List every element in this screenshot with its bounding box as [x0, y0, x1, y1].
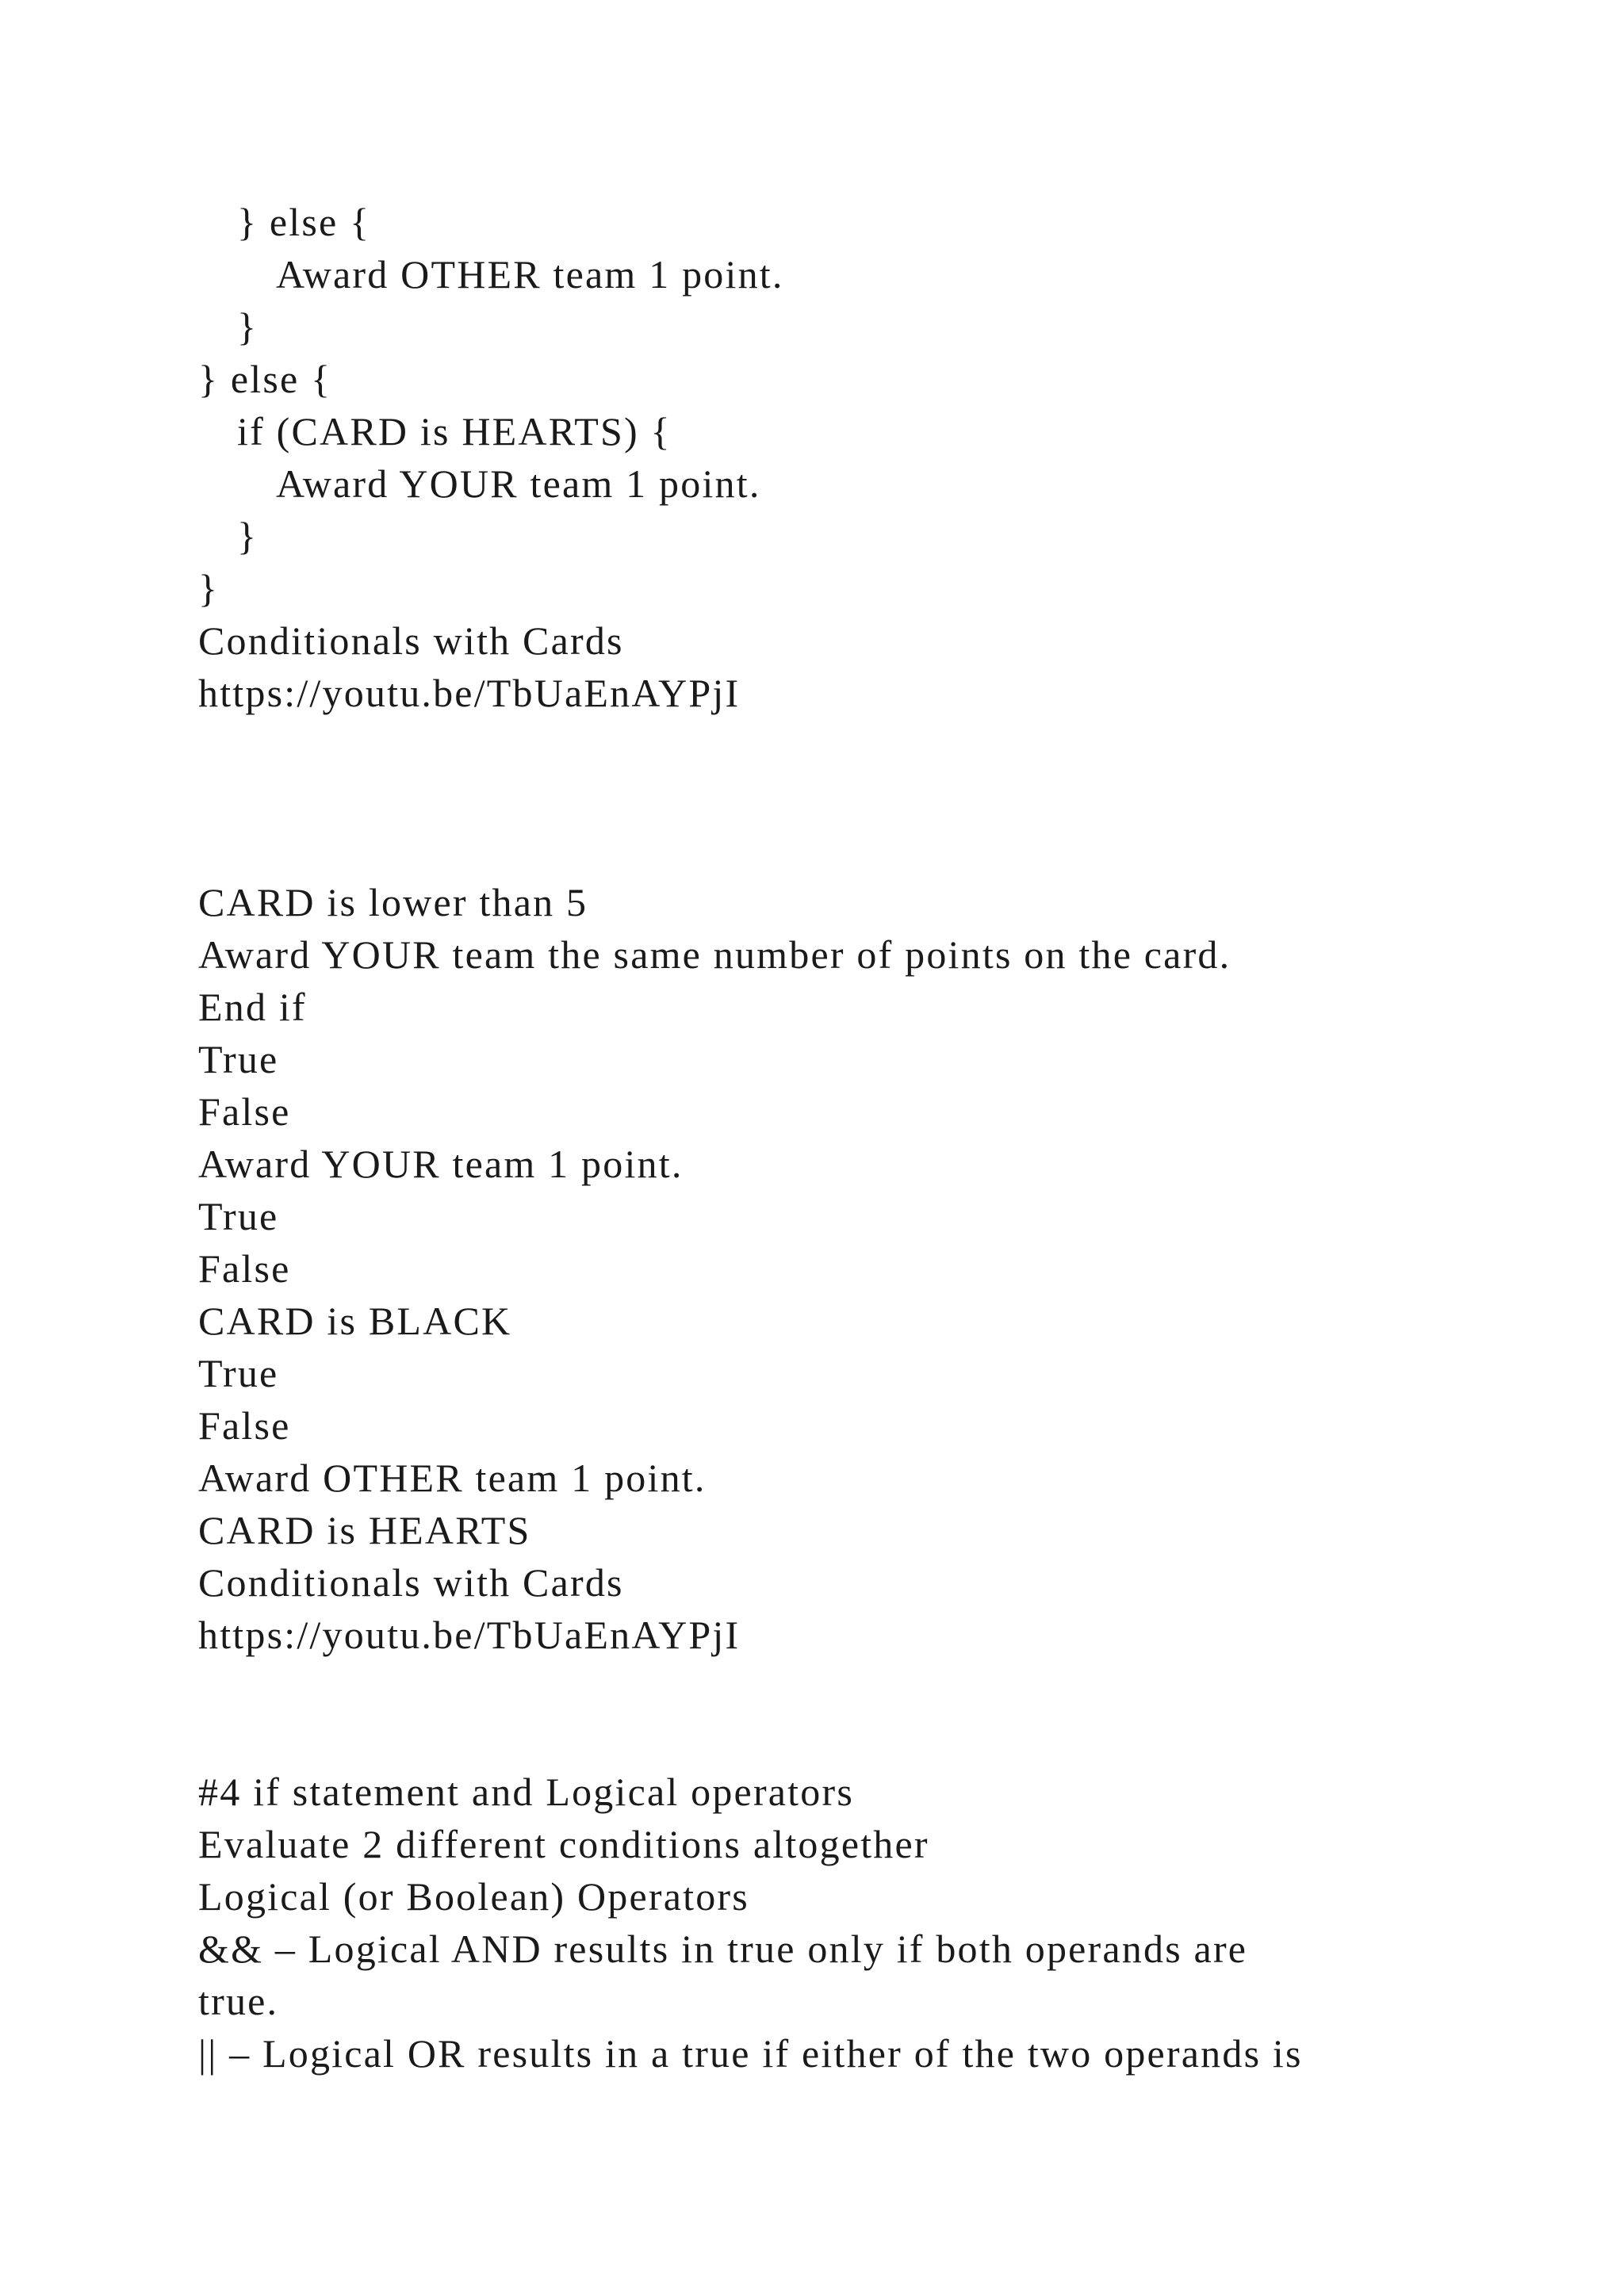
code-line: if (CARD is HEARTS) { — [237, 409, 672, 453]
flowchart-text: False — [198, 1089, 291, 1134]
blank-line — [198, 1713, 1435, 1766]
video-link[interactable]: https://youtu.be/TbUaEnAYPjI — [198, 1613, 741, 1657]
flowchart-text: True — [198, 1351, 279, 1395]
flowchart-text: Award OTHER team 1 point. — [198, 1456, 707, 1500]
code-line: } — [237, 514, 259, 558]
code-line: } else { — [198, 357, 332, 401]
body-text: || – Logical OR results in a true if either of the two operands is — [198, 2031, 1303, 2076]
video-link[interactable]: https://youtu.be/TbUaEnAYPjI — [198, 671, 741, 715]
blank-line — [198, 719, 1435, 771]
code-line: } — [237, 304, 259, 349]
blank-line — [198, 771, 1435, 824]
flowchart-text: CARD is BLACK — [198, 1299, 512, 1343]
flowchart-text: True — [198, 1037, 279, 1081]
body-text: true. — [198, 1979, 279, 2023]
flowchart-text: Award YOUR team 1 point. — [198, 1142, 684, 1186]
body-text: && – Logical AND results in true only if both operands are — [198, 1927, 1248, 1971]
blank-line — [198, 824, 1435, 876]
code-line: Award OTHER team 1 point. — [276, 252, 784, 297]
flowchart-text: False — [198, 1246, 291, 1291]
section-title: Conditionals with Cards — [198, 1560, 624, 1605]
flowchart-text: Award YOUR team the same number of points on the card. — [198, 932, 1231, 977]
page-content — [198, 196, 1435, 2080]
flowchart-text: True — [198, 1194, 279, 1238]
blank-line — [198, 1661, 1435, 1713]
body-text: Evaluate 2 different conditions altogether — [198, 1822, 929, 1866]
flowchart-text: End if — [198, 985, 307, 1029]
flowchart-text: CARD is HEARTS — [198, 1508, 531, 1552]
section-heading: #4 if statement and Logical operators — [198, 1770, 854, 1814]
code-line: } else { — [237, 200, 371, 244]
code-line: Award YOUR team 1 point. — [276, 461, 761, 506]
flowchart-text: CARD is lower than 5 — [198, 880, 588, 924]
code-line: } — [198, 566, 220, 610]
flowchart-text: False — [198, 1403, 291, 1448]
section-title: Conditionals with Cards — [198, 618, 624, 663]
body-text: Logical (or Boolean) Operators — [198, 1874, 749, 1919]
